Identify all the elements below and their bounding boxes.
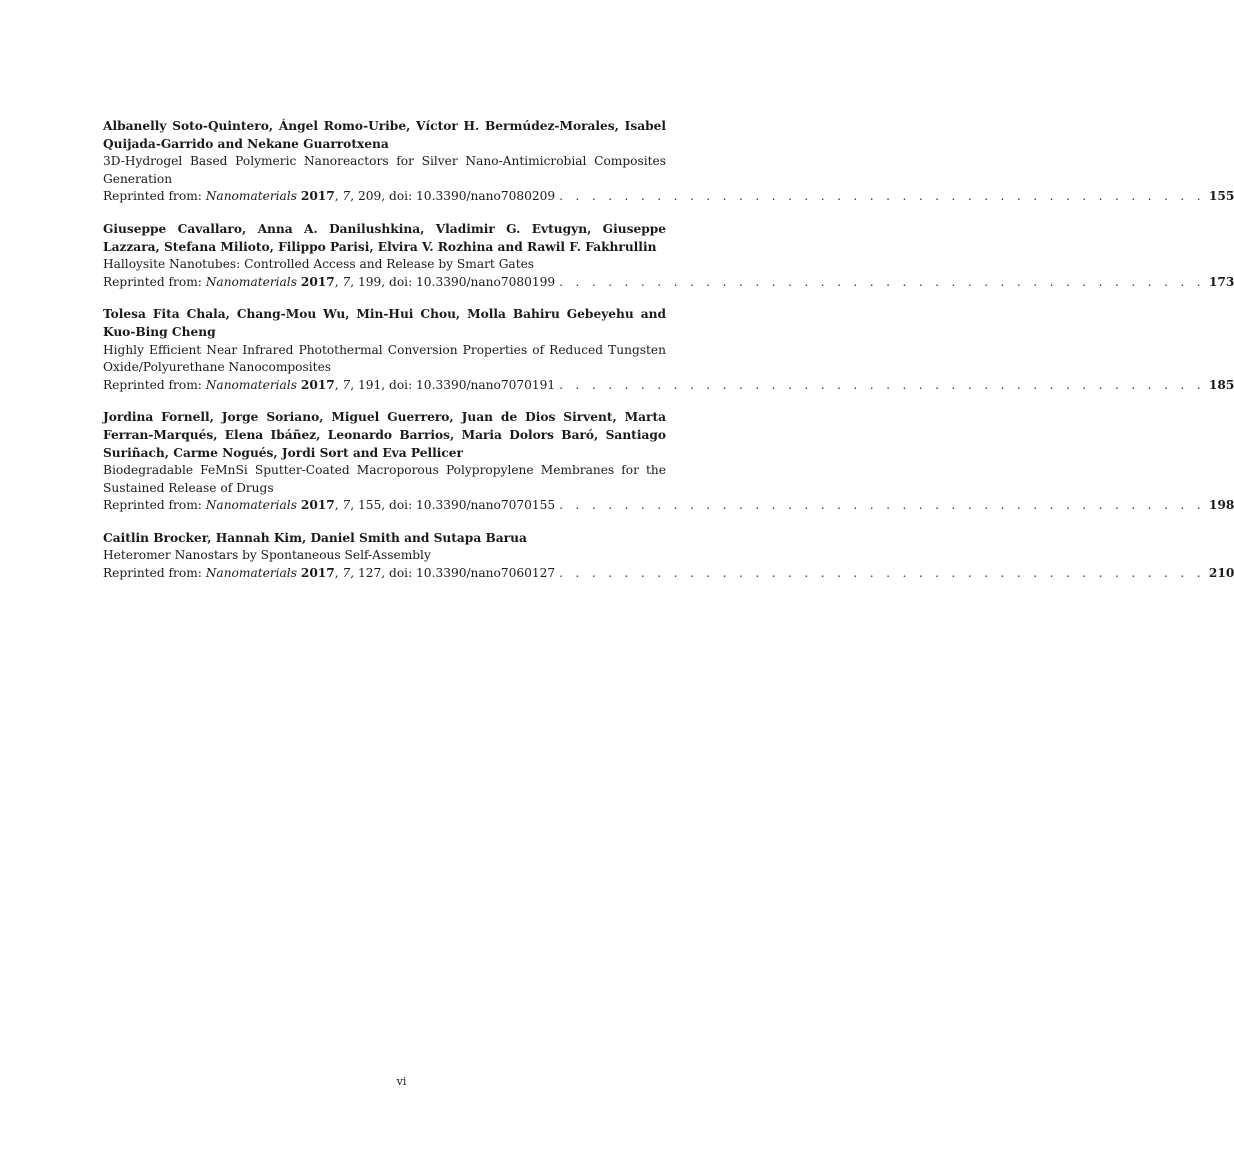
- page-number[interactable]: 198: [1208, 498, 1234, 513]
- toc-entry: [103, 530, 1234, 583]
- citation-prefix: Reprinted from:: [103, 189, 206, 204]
- entry-citation: Reprinted from: Nanomaterials 2017, 7, 127, doi: 10.3390/nano7060127 . . . . . . . . . . . . . . . . . . . . . . . . . . . . . . . . . . . . . . . . 210: [103, 565, 700, 583]
- citation-journal: Nanomaterials: [205, 377, 297, 392]
- entry-authors: Giuseppe Cavallaro, Anna A. Danilushkina, Vladimir G. Evtugyn, Giuseppe Lazzara, Stefana Milioto, Filippo Parisi, Elvira V. Rozhina and Rawil F. Fakhrullin: [103, 221, 666, 254]
- page-number[interactable]: 210: [1208, 566, 1234, 581]
- citation-journal: Nanomaterials: [205, 498, 297, 513]
- page-number[interactable]: 173: [1208, 274, 1234, 289]
- toc-entry: [103, 118, 1234, 206]
- entry-citation: Reprinted from: Nanomaterials 2017, 7, 199, doi: 10.3390/nano7080199 . . . . . . . . . . . . . . . . . . . . . . . . . . . . . . . . . . . . . . . . 173: [103, 274, 700, 292]
- entry-title: Halloysite Nanotubes: Controlled Access and Release by Smart Gates: [103, 257, 535, 272]
- citation-prefix: Reprinted from:: [103, 498, 206, 513]
- entry-authors: Albanelly Soto-Quintero, Ángel Romo-Uribe, Víctor H. Bermúdez-Morales, Isabel Quijada-Garrido and Nekane Guarrotxena: [103, 119, 666, 151]
- citation-journal: Nanomaterials: [205, 274, 297, 289]
- citation-details: , 191, doi: 10.3390/nano7070191: [350, 377, 556, 392]
- entry-citation: Reprinted from: Nanomaterials 2017, 7, 155, doi: 10.3390/nano7070155 . . . . . . . . . . . . . . . . . . . . . . . . . . . . . . . . . . . . . . . . 198: [103, 497, 700, 515]
- entry-title: Biodegradable FeMnSi Sputter-Coated Macroporous Polypropylene Membranes for the Sustained Release of Drugs: [103, 463, 666, 495]
- page-number[interactable]: 155: [1208, 189, 1234, 204]
- citation-year: 2017: [300, 189, 335, 204]
- dot-leader: . . . . . . . . . . . . . . . . . . . . . . . . . . . . . . . . . . . . . . . .: [559, 189, 1205, 204]
- citation-details: , 199, doi: 10.3390/nano7080199: [350, 274, 556, 289]
- toc-entry: [103, 409, 1234, 515]
- citation-journal: Nanomaterials: [205, 189, 297, 204]
- citation-volume: 7: [342, 377, 351, 392]
- page-number[interactable]: 185: [1208, 377, 1234, 392]
- table-of-contents: [103, 118, 1234, 598]
- citation-details: , 155, doi: 10.3390/nano7070155: [350, 498, 556, 513]
- entry-authors: Jordina Fornell, Jorge Soriano, Miguel Guerrero, Juan de Dios Sirvent, Marta Ferran-Marqués, Elena Ibáñez, Leonardo Barrios, Maria Dolors Baró, Santiago Suriñach, Carme Nogués, Jordi Sort and Eva Pellicer: [103, 410, 666, 460]
- citation-volume: 7: [342, 189, 351, 204]
- dot-leader: . . . . . . . . . . . . . . . . . . . . . . . . . . . . . . . . . . . . . . . .: [559, 377, 1205, 392]
- citation-volume: 7: [342, 566, 351, 581]
- citation-prefix: Reprinted from:: [103, 377, 206, 392]
- citation-year: 2017: [300, 377, 335, 392]
- citation-volume: 7: [342, 498, 351, 513]
- citation-prefix: Reprinted from:: [103, 274, 206, 289]
- dot-leader: . . . . . . . . . . . . . . . . . . . . . . . . . . . . . . . . . . . . . . . .: [559, 274, 1205, 289]
- entry-authors: Tolesa Fita Chala, Chang-Mou Wu, Min-Hui Chou, Molla Bahiru Gebeyehu and Kuo-Bing Cheng: [103, 307, 666, 339]
- page-folio: vi: [396, 1075, 407, 1088]
- dot-leader: . . . . . . . . . . . . . . . . . . . . . . . . . . . . . . . . . . . . . . . .: [559, 498, 1205, 513]
- citation-year: 2017: [300, 498, 335, 513]
- citation-details: , 209, doi: 10.3390/nano7080209: [350, 189, 556, 204]
- dot-leader: . . . . . . . . . . . . . . . . . . . . . . . . . . . . . . . . . . . . . . . .: [559, 566, 1205, 581]
- toc-entry: [103, 221, 1234, 291]
- entry-citation: Reprinted from: Nanomaterials 2017, 7, 209, doi: 10.3390/nano7080209 . . . . . . . . . . . . . . . . . . . . . . . . . . . . . . . . . . . . . . . . 155: [103, 188, 700, 206]
- entry-authors: Caitlin Brocker, Hannah Kim, Daniel Smith and Sutapa Barua: [103, 530, 527, 545]
- citation-year: 2017: [300, 566, 335, 581]
- citation-year: 2017: [300, 274, 335, 289]
- toc-entry: [103, 306, 1234, 394]
- entry-title: Highly Efficient Near Infrared Photothermal Conversion Properties of Reduced Tungsten Oxide/Polyurethane Nanocomposites: [103, 342, 666, 375]
- entry-title: 3D-Hydrogel Based Polymeric Nanoreactors for Silver Nano-Antimicrobial Composites Generation: [103, 154, 666, 186]
- citation-volume: 7: [342, 274, 351, 289]
- entry-citation: Reprinted from: Nanomaterials 2017, 7, 191, doi: 10.3390/nano7070191 . . . . . . . . . . . . . . . . . . . . . . . . . . . . . . . . . . . . . . . . 185: [103, 377, 700, 395]
- citation-details: , 127, doi: 10.3390/nano7060127: [350, 566, 556, 581]
- citation-prefix: Reprinted from:: [103, 566, 206, 581]
- entry-title: Heteromer Nanostars by Spontaneous Self-Assembly: [103, 548, 431, 563]
- citation-journal: Nanomaterials: [205, 566, 297, 581]
